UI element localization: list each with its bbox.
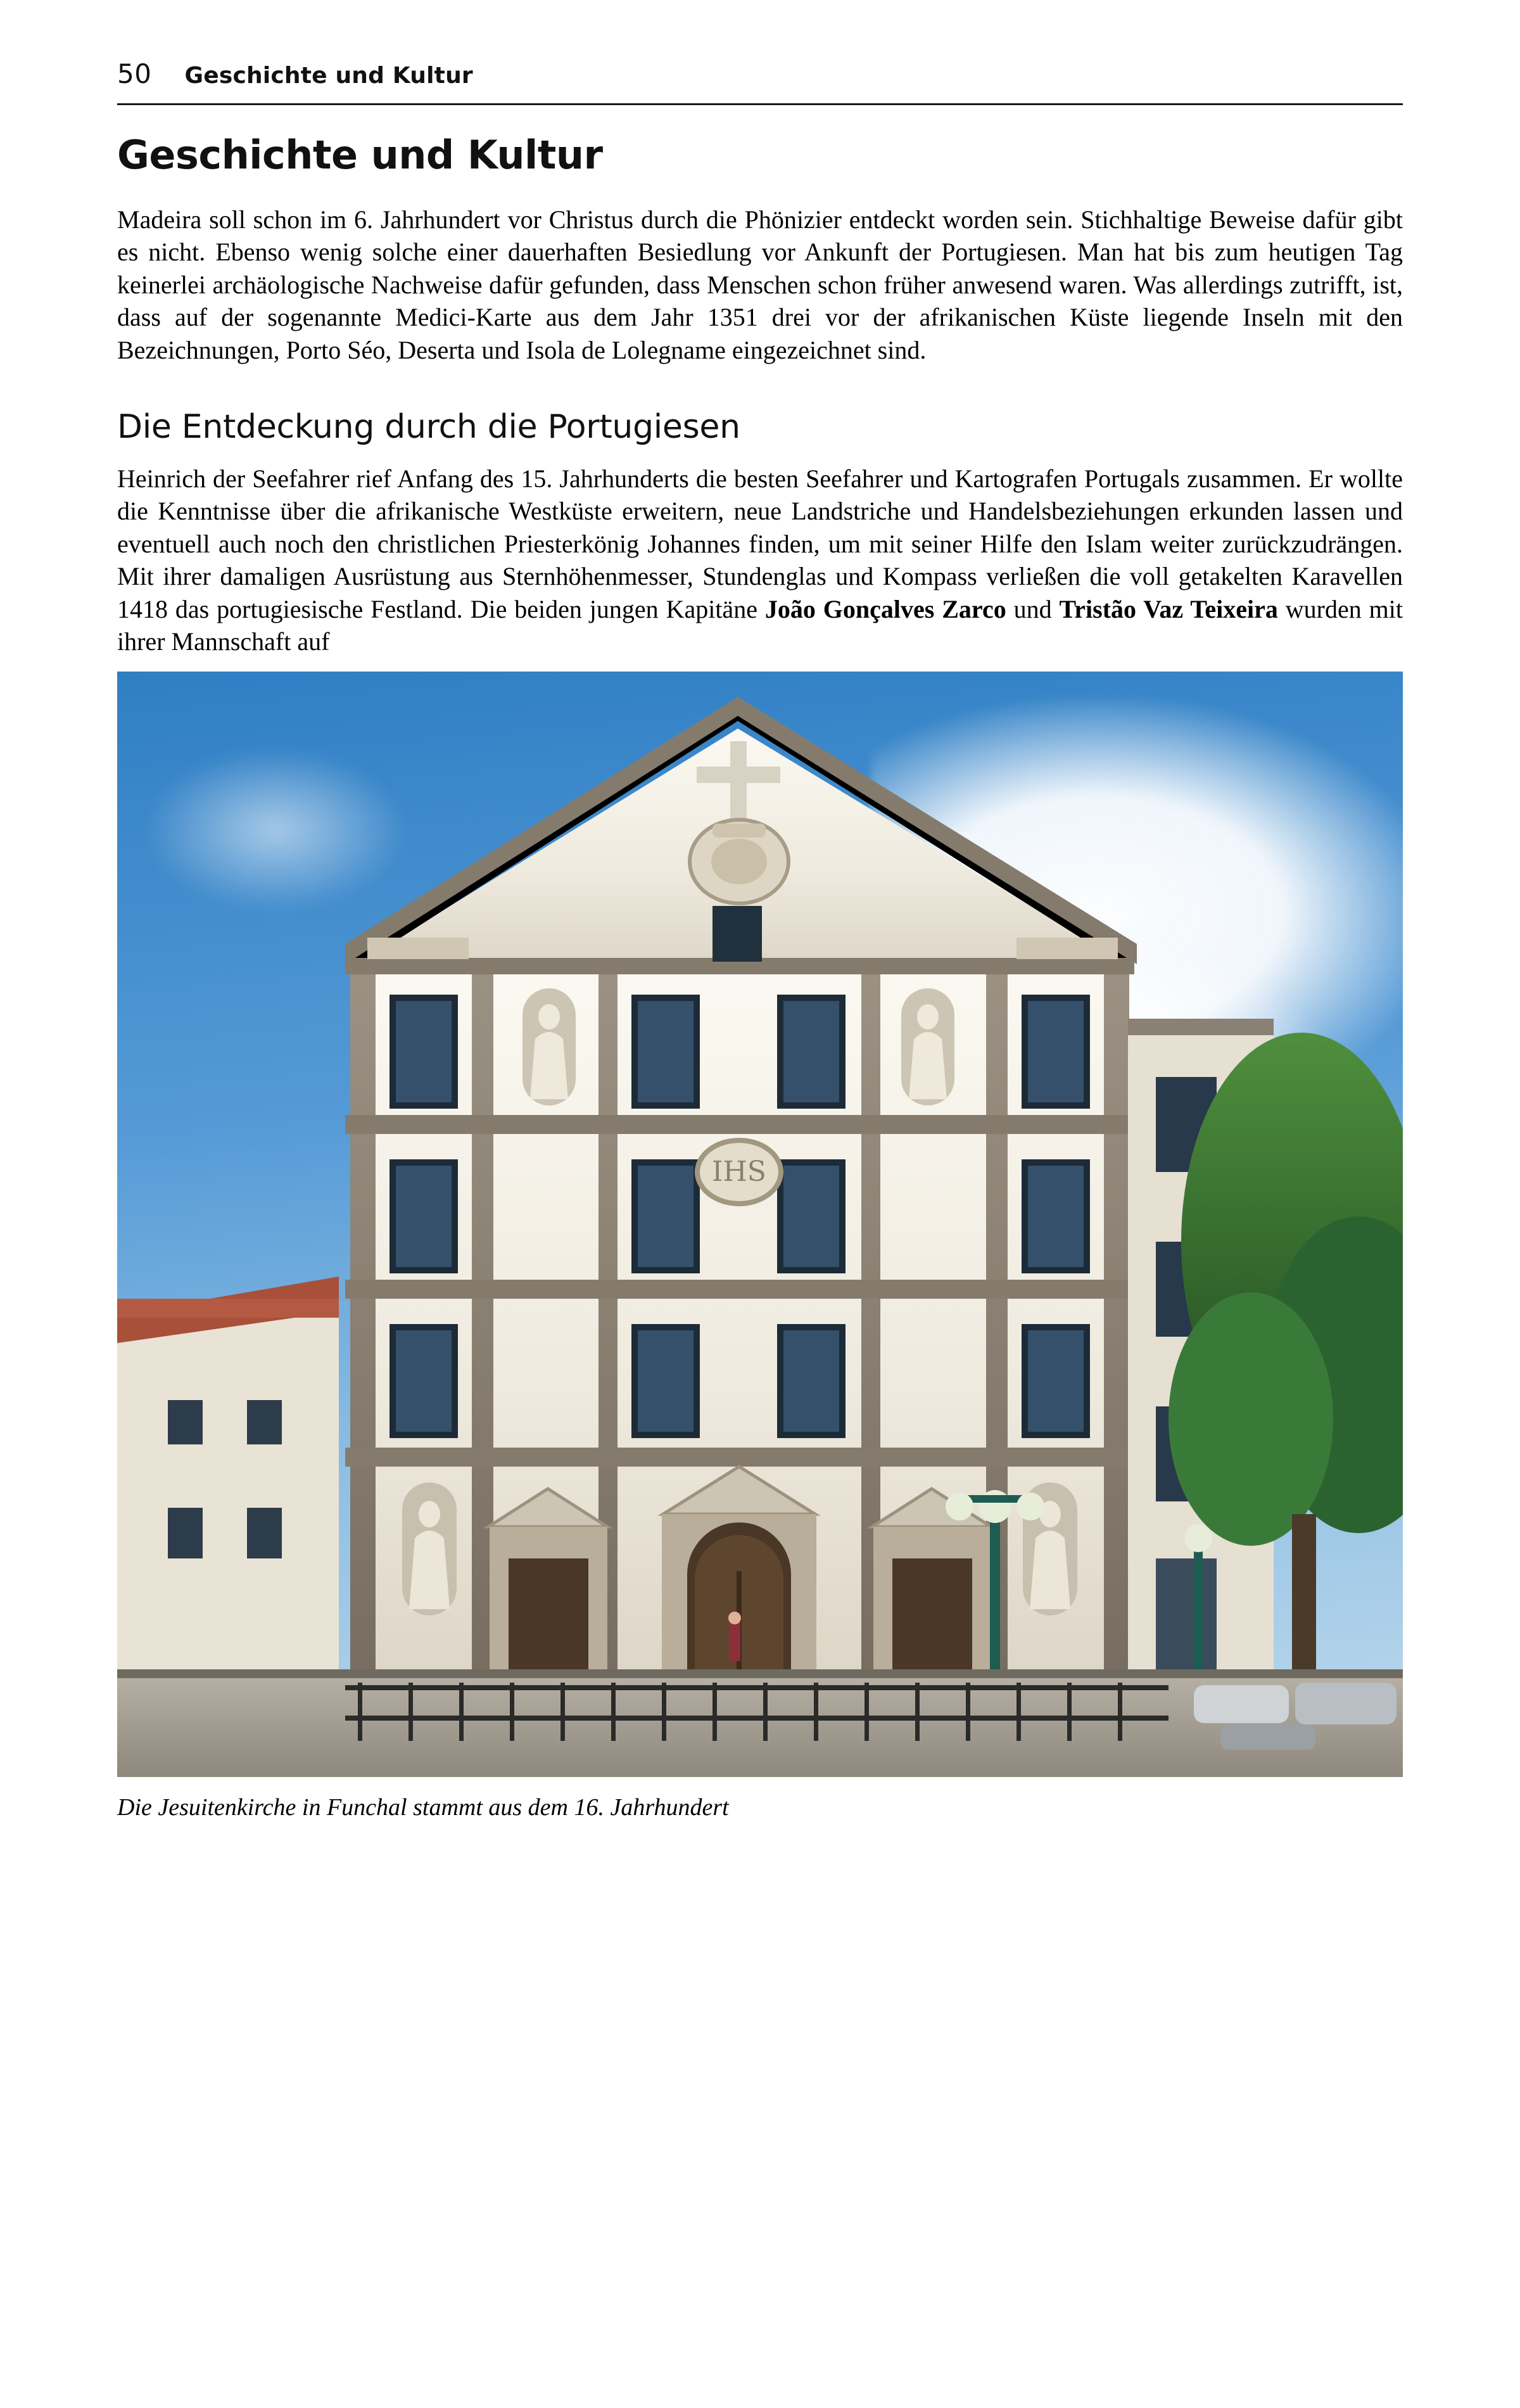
ihs-emblem	[697, 1140, 781, 1204]
church-illustration	[117, 672, 1403, 1777]
conjunction: und	[1006, 594, 1060, 623]
figure-caption: Die Jesuitenkirche in Funchal stammt aus dem 16. Jahrhundert	[117, 1794, 729, 1821]
side-portal-right	[872, 1489, 991, 1676]
photo-frame	[117, 672, 1403, 1777]
statue-niche	[402, 1482, 457, 1615]
captain-name-2: Tristão Vaz Teixeira	[1059, 594, 1278, 623]
person-figure	[728, 1612, 741, 1661]
captain-name-1: João Gonçalves Zarco	[764, 594, 1006, 623]
left-wing-building	[117, 1277, 339, 1688]
intro-paragraph: Madeira soll schon im 6. Jahrhundert vor Christus durch die Phönizier entdeckt worden sein. Stichhaltige Beweise dafür gibt es nicht. Ebenso wenig solche einer dauerhaften Besiedlung vor Ankunft der Portugiesen. Man hat bis zum heutigen Tag keinerlei archäologische Nachweise dafür gefunden, dass Menschen schon früher anwesend waren. Was allerdings zutrifft, ist, dass auf der sogenannte Medici-Karte aus dem Jahr 1351 drei vor der afrikanischen Küste liegende Inseln mit den Bezeichnungen, Porto Séo, Deserta und Isola de Lolegname eingezeichnet sind.	[117, 205, 1403, 364]
running-head-title: Geschichte und Kultur	[184, 63, 473, 89]
svg-text:IHS: IHS	[712, 1156, 766, 1188]
statue-niche	[522, 988, 576, 1105]
chapter-title: Geschichte und Kultur	[117, 132, 603, 178]
section-title: Die Entdeckung durch die Portugiesen	[117, 407, 740, 446]
statue-niche	[901, 988, 954, 1105]
page-number: 50	[117, 58, 152, 89]
figure-jesuit-church	[117, 672, 1403, 1821]
side-portal-left	[488, 1489, 607, 1676]
running-head	[117, 0, 1403, 105]
section-paragraph-part2: wurden mit ihrer Mannschaft auf	[117, 594, 1403, 656]
section-paragraph-part1: Heinrich der Seefahrer rief Anfang des 15. Jahrhunderts die besten Seefahrer und Kartografen Portugals zusammen. Er wollte die Kenntnisse über die afrikanische Westküste erweitern, neue Landstriche und Handelsbeziehungen erkunden lassen und eventuell auch noch den christlichen Priesterkönig Johannes finden, um mit seiner Hilfe den Islam weiter zurückzudrängen. Mit ihrer damaligen Ausrüstung aus Sternhöhenmesser, Stundenglas und Kompass verließen die voll getakelten Karavellen 1418 das portugiesische Festland. Die beiden jungen Kapitäne	[117, 464, 1403, 623]
church-facade	[345, 697, 1137, 1676]
coat-of-arms	[690, 820, 788, 903]
section-paragraph	[117, 462, 1403, 658]
